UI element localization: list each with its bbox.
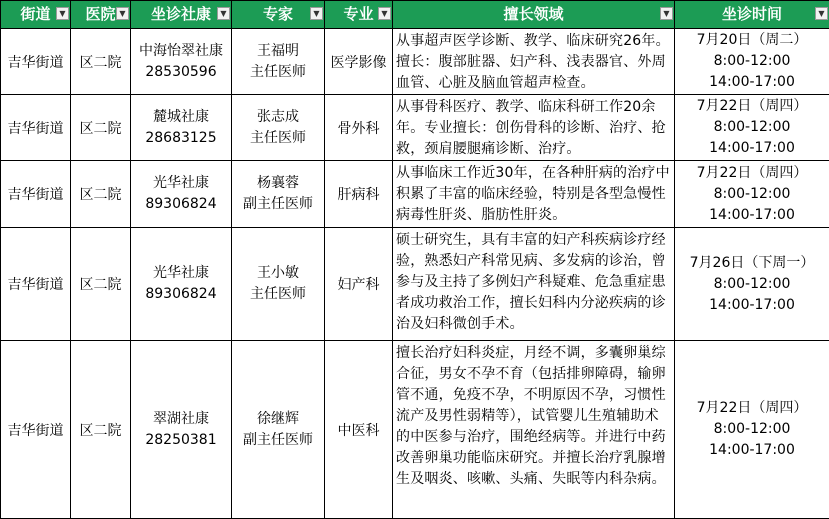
header-expert [232,1,325,29]
cell-clinic[interactable] [131,95,232,161]
schedule-date: 7月22日（周四） [675,163,829,184]
cell-clinic[interactable] [131,29,232,95]
schedule-pm: 14:00-17:00 [675,138,829,159]
clinic-name: 翠湖社康 [131,409,231,430]
cell-clinic[interactable] [131,228,232,341]
cell-specialty[interactable]: 中医科 [325,341,393,519]
filter-dropdown-icon[interactable]: ▼ [660,7,673,20]
header-specialty-label: 专业 [343,1,373,28]
expert-title: 主任医师 [232,128,324,149]
clinic-phone: 28683125 [131,128,231,149]
clinic-name: 麓城社康 [131,107,231,128]
header-clinic-label: 坐诊社康 [151,1,211,28]
cell-expert[interactable] [232,228,325,341]
cell-expert[interactable] [232,161,325,228]
header-time-label: 坐诊时间 [722,1,782,28]
cell-expert[interactable] [232,95,325,161]
filter-dropdown-icon[interactable]: ▼ [310,7,323,20]
header-expertise [393,1,675,29]
cell-specialty[interactable]: 骨外科 [325,95,393,161]
expert-name: 王小敏 [232,263,324,284]
schedule-pm: 14:00-17:00 [675,295,829,316]
cell-expertise[interactable]: 擅长治疗妇科炎症，月经不调，多囊卵巢综合征，男女不孕不育（包括排卵障碍，输卵管不通，免疫不孕，不明原因不孕，习惯性流产及男性弱精等），试管婴儿生殖辅助术的中医参与治疗，围绝经病等。并进行中药改善卵巢功能临床研究。并擅长治疗乳腺增生及咽炎、咳嗽、头痛、失眠等内科杂病。 [393,341,675,519]
clinic-phone: 28250381 [131,430,231,451]
table-row [1,161,829,228]
filter-dropdown-icon[interactable]: ▼ [815,7,828,20]
expert-title: 副主任医师 [232,194,324,215]
table-row [1,341,829,519]
cell-specialty[interactable]: 医学影像 [325,29,393,95]
expert-title: 主任医师 [232,284,324,305]
table-row [1,95,829,161]
cell-expertise[interactable]: 从事临床工作近30年，在各种肝病的治疗中积累了丰富的临床经验，特别是各型急慢性病毒性肝炎、脂肪性肝炎。 [393,161,675,228]
header-expertise-label: 擅长领域 [503,1,563,28]
schedule-date: 7月22日（周四） [675,398,829,419]
expert-name: 徐继辉 [232,409,324,430]
cell-expertise[interactable]: 从事骨科医疗、教学、临床科研工作20余年。专业擅长：创伤骨科的诊断、治疗、抢救，颈肩腰腿痛诊断、治疗。 [393,95,675,161]
expert-name: 杨襄蓉 [232,173,324,194]
cell-street[interactable]: 吉华街道 [1,161,71,228]
schedule-pm: 14:00-17:00 [675,205,829,226]
header-clinic [131,1,232,29]
cell-time[interactable] [675,161,829,228]
expert-name: 张志成 [232,107,324,128]
cell-hospital[interactable]: 区二院 [71,161,131,228]
table-row [1,228,829,341]
cell-time[interactable] [675,341,829,519]
schedule-date: 7月20日（周二） [675,30,829,51]
header-street [1,1,71,29]
header-time [675,1,829,29]
table-row [1,29,829,95]
cell-expert[interactable] [232,341,325,519]
schedule-am: 8:00-12:00 [675,51,829,72]
clinic-name: 中海怡翠社康 [131,41,231,62]
cell-specialty[interactable]: 肝病科 [325,161,393,228]
expert-title: 主任医师 [232,62,324,83]
expert-name: 王福明 [232,41,324,62]
schedule-date: 7月26日（下周一） [675,253,829,274]
cell-street[interactable]: 吉华街道 [1,341,71,519]
clinic-phone: 28530596 [131,62,231,83]
filter-dropdown-icon[interactable]: ▼ [116,7,129,20]
clinic-phone: 89306824 [131,194,231,215]
cell-clinic[interactable] [131,341,232,519]
schedule-pm: 14:00-17:00 [675,72,829,93]
schedule-pm: 14:00-17:00 [675,440,829,461]
schedule-am: 8:00-12:00 [675,184,829,205]
cell-hospital[interactable]: 区二院 [71,341,131,519]
schedule-am: 8:00-12:00 [675,274,829,295]
header-hospital [71,1,131,29]
clinic-phone: 89306824 [131,284,231,305]
clinic-name: 光华社康 [131,263,231,284]
expert-title: 副主任医师 [232,430,324,451]
header-hospital-label: 医院 [85,1,115,28]
clinic-name: 光华社康 [131,173,231,194]
header-row [1,1,829,29]
cell-hospital[interactable]: 区二院 [71,95,131,161]
header-street-label: 街道 [20,1,50,28]
schedule-date: 7月22日（周四） [675,96,829,117]
cell-expertise[interactable]: 从事超声医学诊断、教学、临床研究26年。擅长：腹部脏器、妇产科、浅表器官、外周血管、心脏及脑血管超声检查。 [393,29,675,95]
header-expert-label: 专家 [263,1,293,28]
cell-time[interactable] [675,29,829,95]
cell-hospital[interactable]: 区二院 [71,29,131,95]
cell-clinic[interactable] [131,161,232,228]
schedule-am: 8:00-12:00 [675,117,829,138]
schedule-am: 8:00-12:00 [675,419,829,440]
cell-expertise[interactable]: 硕士研究生，具有丰富的妇产科疾病诊疗经验，熟悉妇产科常见病、多发病的诊治，曾参与及主持了多例妇产科疑难、危急重症患者成功救治工作，擅长妇科内分泌疾病的诊治及妇科微创手术。 [393,228,675,341]
cell-hospital[interactable]: 区二院 [71,228,131,341]
header-specialty [325,1,393,29]
cell-street[interactable]: 吉华街道 [1,228,71,341]
filter-dropdown-icon[interactable]: ▼ [378,7,391,20]
filter-dropdown-icon[interactable]: ▼ [56,7,69,20]
cell-street[interactable]: 吉华街道 [1,95,71,161]
cell-time[interactable] [675,228,829,341]
filter-dropdown-icon[interactable]: ▼ [217,7,230,20]
cell-specialty[interactable]: 妇产科 [325,228,393,341]
cell-expert[interactable] [232,29,325,95]
cell-street[interactable]: 吉华街道 [1,29,71,95]
cell-time[interactable] [675,95,829,161]
